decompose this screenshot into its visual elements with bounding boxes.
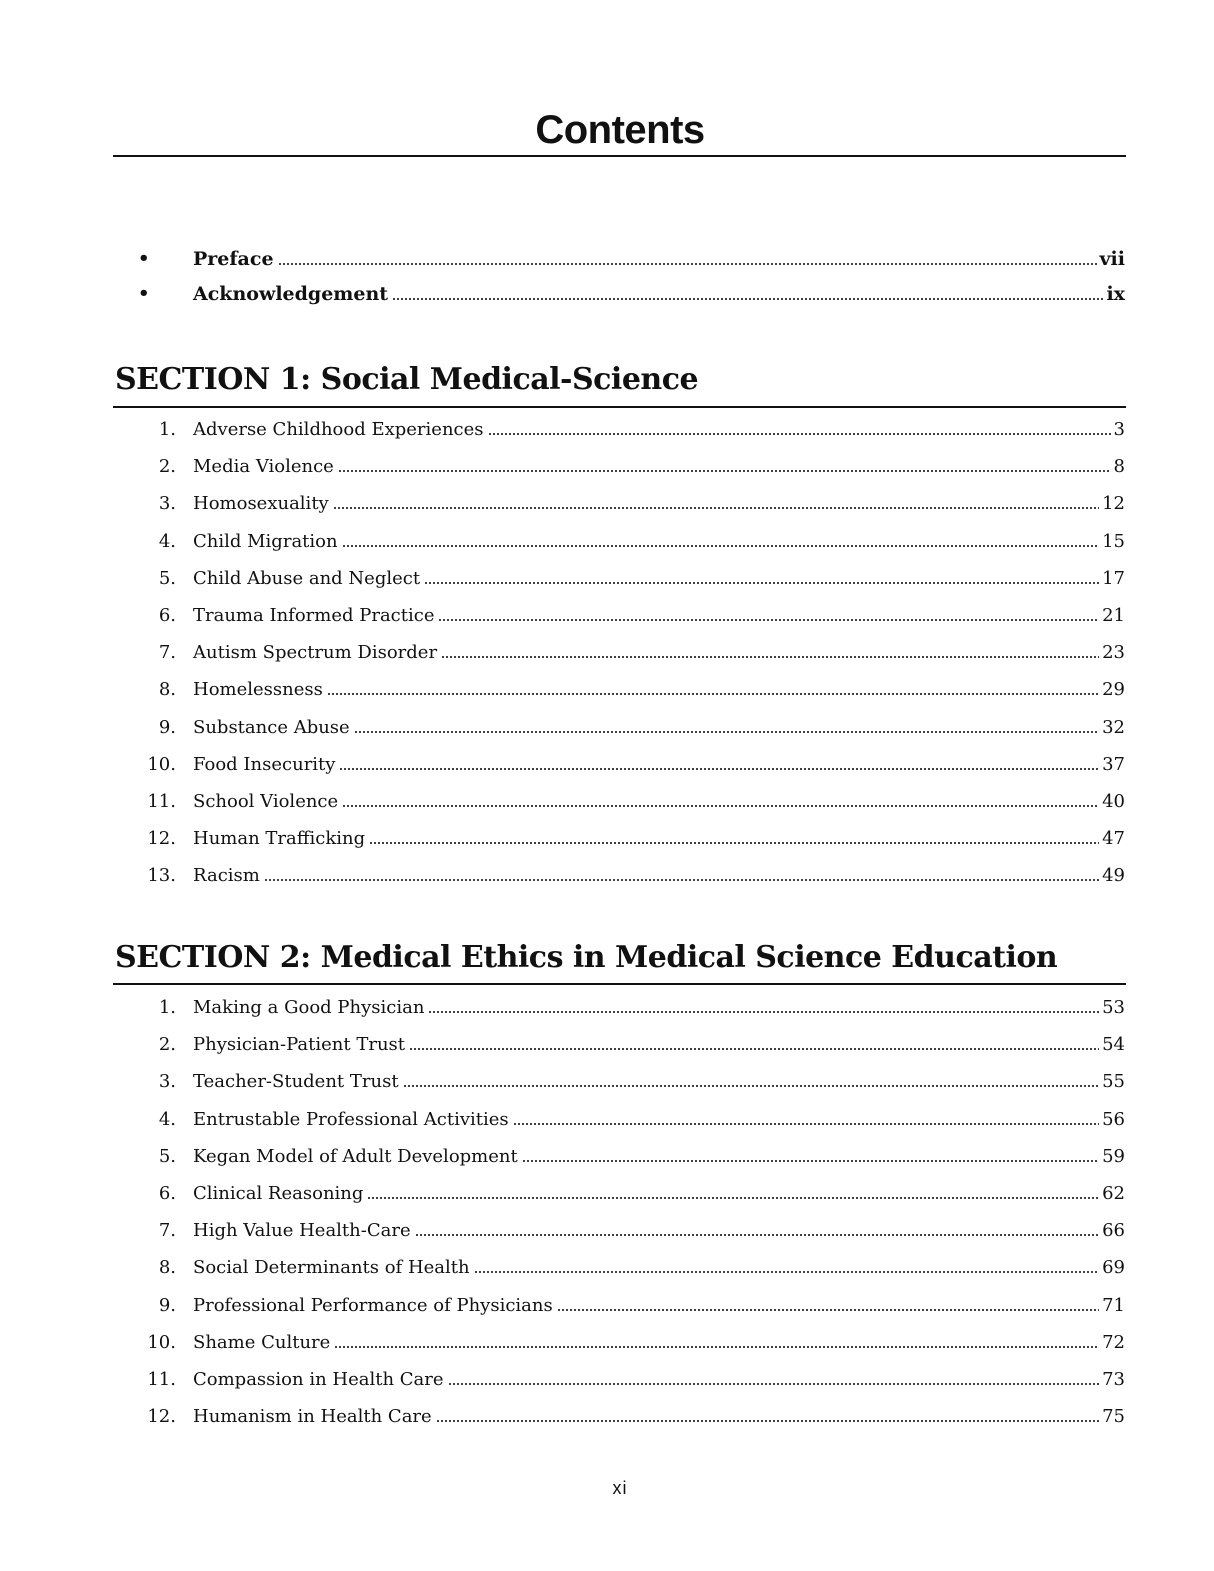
toc-item-number: 12.: [147, 828, 176, 850]
toc-item[interactable]: [0, 1289, 1214, 1326]
dot-leader: [415, 1233, 1099, 1237]
toc-item[interactable]: [0, 1177, 1214, 1214]
toc-item[interactable]: [0, 636, 1214, 673]
toc-page-number: 15: [1102, 530, 1125, 552]
toc-entry-label: Food Insecurity: [193, 753, 336, 775]
toc-entry-label: Humanism in Health Care: [193, 1406, 432, 1428]
dot-leader: [557, 1308, 1099, 1312]
toc-item[interactable]: [0, 1363, 1214, 1400]
dot-leader: [513, 1122, 1099, 1126]
toc-item-number: 2.: [158, 456, 176, 478]
toc-entry: [193, 1034, 1125, 1055]
toc-entry: [193, 865, 1125, 886]
toc-entry: [193, 605, 1125, 626]
toc-page-number: 8: [1113, 456, 1125, 478]
toc-item-number: 9.: [158, 1294, 176, 1316]
dot-leader: [334, 1345, 1099, 1349]
toc-entry: [193, 754, 1125, 775]
toc-item-number: 8.: [158, 1257, 176, 1279]
title-rule: [113, 155, 1126, 157]
toc-entry-label: Professional Performance of Physicians: [193, 1294, 553, 1316]
toc-entry-label: School Violence: [193, 790, 339, 812]
toc-entry-label: Homosexuality: [193, 493, 329, 515]
toc-item-number: 3.: [158, 1071, 176, 1093]
toc-entry: [193, 1332, 1125, 1353]
dot-leader: [264, 878, 1099, 882]
toc-item[interactable]: [0, 859, 1214, 896]
toc-entry: [193, 1406, 1125, 1427]
toc-page-number: 21: [1102, 604, 1125, 626]
toc-entry: [193, 1369, 1125, 1390]
toc-entry: [193, 531, 1125, 552]
toc-item-number: 5.: [158, 567, 176, 589]
toc-item[interactable]: [0, 1326, 1214, 1363]
dot-leader: [488, 432, 1111, 436]
toc-entry-label: Entrustable Professional Activities: [193, 1108, 509, 1130]
toc-page-number: 75: [1102, 1406, 1125, 1428]
toc-page-number: vii: [1099, 248, 1125, 270]
toc-item-number: 8.: [158, 679, 176, 701]
toc-item-number: 6.: [158, 604, 176, 626]
toc-page-number: 72: [1102, 1331, 1125, 1353]
section-2-heading: SECTION 2: Medical Ethics in Medical Science Education: [115, 940, 1058, 975]
toc-page-number: 49: [1102, 865, 1125, 887]
toc-entry-label: Clinical Reasoning: [193, 1182, 364, 1204]
dot-leader: [342, 804, 1099, 808]
dot-leader: [436, 1419, 1099, 1423]
toc-item-number: 6.: [158, 1182, 176, 1204]
toc-page-number: 29: [1102, 679, 1125, 701]
toc-entry: [193, 828, 1125, 849]
toc-item[interactable]: [0, 673, 1214, 710]
toc-item-number: 11.: [147, 1368, 176, 1390]
toc-item-number: 3.: [158, 493, 176, 515]
toc-entry: [193, 248, 1125, 270]
toc-entry: [193, 1295, 1125, 1316]
toc-item[interactable]: [0, 711, 1214, 748]
toc-page-number: 12: [1102, 493, 1125, 515]
toc-entry: [193, 1257, 1125, 1278]
page-number-footer: xi: [612, 1478, 628, 1498]
toc-page-number: 47: [1102, 828, 1125, 850]
toc-entry-label: Making a Good Physician: [193, 997, 425, 1018]
bullet-icon: •: [138, 248, 150, 269]
section-1-rule: [113, 406, 1126, 408]
toc-entry-label: Acknowledgement: [193, 283, 389, 305]
toc-item[interactable]: [0, 487, 1214, 524]
toc-page-number: 66: [1102, 1220, 1125, 1242]
toc-item[interactable]: [0, 748, 1214, 785]
toc-entry: [193, 456, 1125, 477]
dot-leader: [354, 730, 1099, 734]
dot-leader: [369, 841, 1099, 845]
toc-item-number: 7.: [158, 1220, 176, 1242]
toc-entry: [193, 1071, 1125, 1092]
dot-leader: [338, 469, 1111, 473]
dot-leader: [339, 767, 1099, 771]
dot-leader: [522, 1159, 1099, 1163]
toc-entry-label: Kegan Model of Adult Development: [193, 1145, 518, 1167]
toc-entry: [193, 1220, 1125, 1241]
section-2-entries: [0, 991, 1214, 1437]
toc-item[interactable]: [0, 1140, 1214, 1177]
front-matter-list: [0, 244, 1214, 314]
toc-page-number: 40: [1102, 790, 1125, 812]
dot-leader: [403, 1084, 1100, 1088]
toc-page-number: 73: [1102, 1368, 1125, 1390]
toc-item[interactable]: [0, 562, 1214, 599]
toc-page-number: 62: [1102, 1182, 1125, 1204]
bullet-icon: •: [138, 283, 150, 304]
toc-entry: [193, 679, 1125, 700]
toc-item-number: 2.: [158, 1034, 176, 1056]
toc-page-number: 3: [1113, 419, 1125, 440]
page-title: Contents: [535, 108, 705, 152]
toc-item[interactable]: [0, 785, 1214, 822]
dot-leader: [278, 262, 1097, 266]
toc-entry: [193, 717, 1125, 738]
toc-page-number: 23: [1102, 642, 1125, 664]
toc-item[interactable]: [0, 450, 1214, 487]
toc-page-number: 32: [1102, 716, 1125, 738]
dot-leader: [333, 506, 1099, 510]
toc-entry-label: Adverse Childhood Experiences: [193, 419, 484, 440]
toc-item-number: 1.: [158, 419, 176, 440]
section-1-heading: SECTION 1: Social Medical-Science: [115, 362, 699, 397]
toc-item[interactable]: [0, 599, 1214, 636]
toc-entry: [193, 419, 1125, 440]
toc-entry-label: Human Trafficking: [193, 828, 366, 850]
toc-item[interactable]: [0, 1214, 1214, 1251]
toc-item-number: 4.: [158, 530, 176, 552]
dot-leader: [448, 1382, 1100, 1386]
toc-page-number: 71: [1102, 1294, 1125, 1316]
toc-item[interactable]: [0, 1251, 1214, 1288]
toc-front-item[interactable]: [0, 244, 1214, 279]
toc-item[interactable]: [0, 1065, 1214, 1102]
toc-item[interactable]: [0, 1028, 1214, 1065]
toc-item-number: 1.: [158, 997, 176, 1018]
toc-item-number: 12.: [147, 1406, 176, 1428]
dot-leader: [409, 1047, 1099, 1051]
dot-leader: [438, 618, 1099, 622]
toc-item[interactable]: [0, 413, 1214, 450]
toc-entry-label: Preface: [193, 248, 274, 270]
toc-item[interactable]: [0, 991, 1214, 1028]
toc-entry: [193, 1109, 1125, 1130]
toc-page-number: 53: [1102, 997, 1125, 1018]
toc-entry-label: Shame Culture: [193, 1331, 331, 1353]
toc-page-number: 69: [1102, 1257, 1125, 1279]
toc-page-number: 55: [1102, 1071, 1125, 1093]
toc-entry-label: Physician-Patient Trust: [193, 1034, 406, 1056]
toc-item[interactable]: [0, 1400, 1214, 1437]
toc-item[interactable]: [0, 1103, 1214, 1140]
dot-leader: [474, 1270, 1099, 1274]
toc-entry-label: Trauma Informed Practice: [193, 604, 435, 626]
toc-item-number: 10.: [147, 753, 176, 775]
toc-page-number: 17: [1102, 567, 1125, 589]
toc-item-number: 4.: [158, 1108, 176, 1130]
toc-entry-label: Racism: [193, 865, 260, 887]
toc-entry: [193, 568, 1125, 589]
dot-leader: [428, 1010, 1099, 1014]
toc-entry: [193, 1183, 1125, 1204]
toc-entry: [193, 791, 1125, 812]
toc-entry: [193, 283, 1125, 305]
toc-entry-label: Child Migration: [193, 530, 338, 552]
section-2-rule: [113, 983, 1126, 985]
toc-item-number: 7.: [158, 642, 176, 664]
toc-page-number: ix: [1106, 283, 1125, 305]
toc-entry-label: Social Determinants of Health: [193, 1257, 470, 1279]
toc-entry-label: Child Abuse and Neglect: [193, 567, 421, 589]
toc-entry-label: Compassion in Health Care: [193, 1368, 444, 1390]
dot-leader: [392, 297, 1103, 301]
toc-entry-label: Media Violence: [193, 456, 334, 478]
toc-entry-label: Teacher-Student Trust: [193, 1071, 399, 1093]
toc-item-number: 13.: [147, 865, 176, 887]
toc-entry: [193, 642, 1125, 663]
section-1-entries: [0, 413, 1214, 896]
toc-item[interactable]: [0, 822, 1214, 859]
dot-leader: [342, 544, 1100, 548]
toc-entry: [193, 1146, 1125, 1167]
toc-page-number: 59: [1102, 1145, 1125, 1167]
toc-item-number: 5.: [158, 1145, 176, 1167]
toc-item-number: 11.: [147, 790, 176, 812]
toc-page-number: 54: [1102, 1034, 1125, 1056]
toc-item-number: 10.: [147, 1331, 176, 1353]
toc-entry-label: Substance Abuse: [193, 716, 350, 738]
toc-entry-label: Autism Spectrum Disorder: [193, 642, 438, 664]
dot-leader: [367, 1196, 1099, 1200]
toc-entry: [193, 997, 1125, 1018]
toc-entry-label: High Value Health-Care: [193, 1220, 411, 1242]
dot-leader: [441, 655, 1099, 659]
toc-item[interactable]: [0, 525, 1214, 562]
toc-page-number: 37: [1102, 753, 1125, 775]
toc-entry: [193, 493, 1125, 514]
toc-front-item[interactable]: [0, 279, 1214, 314]
dot-leader: [327, 692, 1099, 696]
toc-page-number: 56: [1102, 1108, 1125, 1130]
toc-entry-label: Homelessness: [193, 679, 323, 701]
dot-leader: [424, 581, 1099, 585]
toc-item-number: 9.: [158, 716, 176, 738]
